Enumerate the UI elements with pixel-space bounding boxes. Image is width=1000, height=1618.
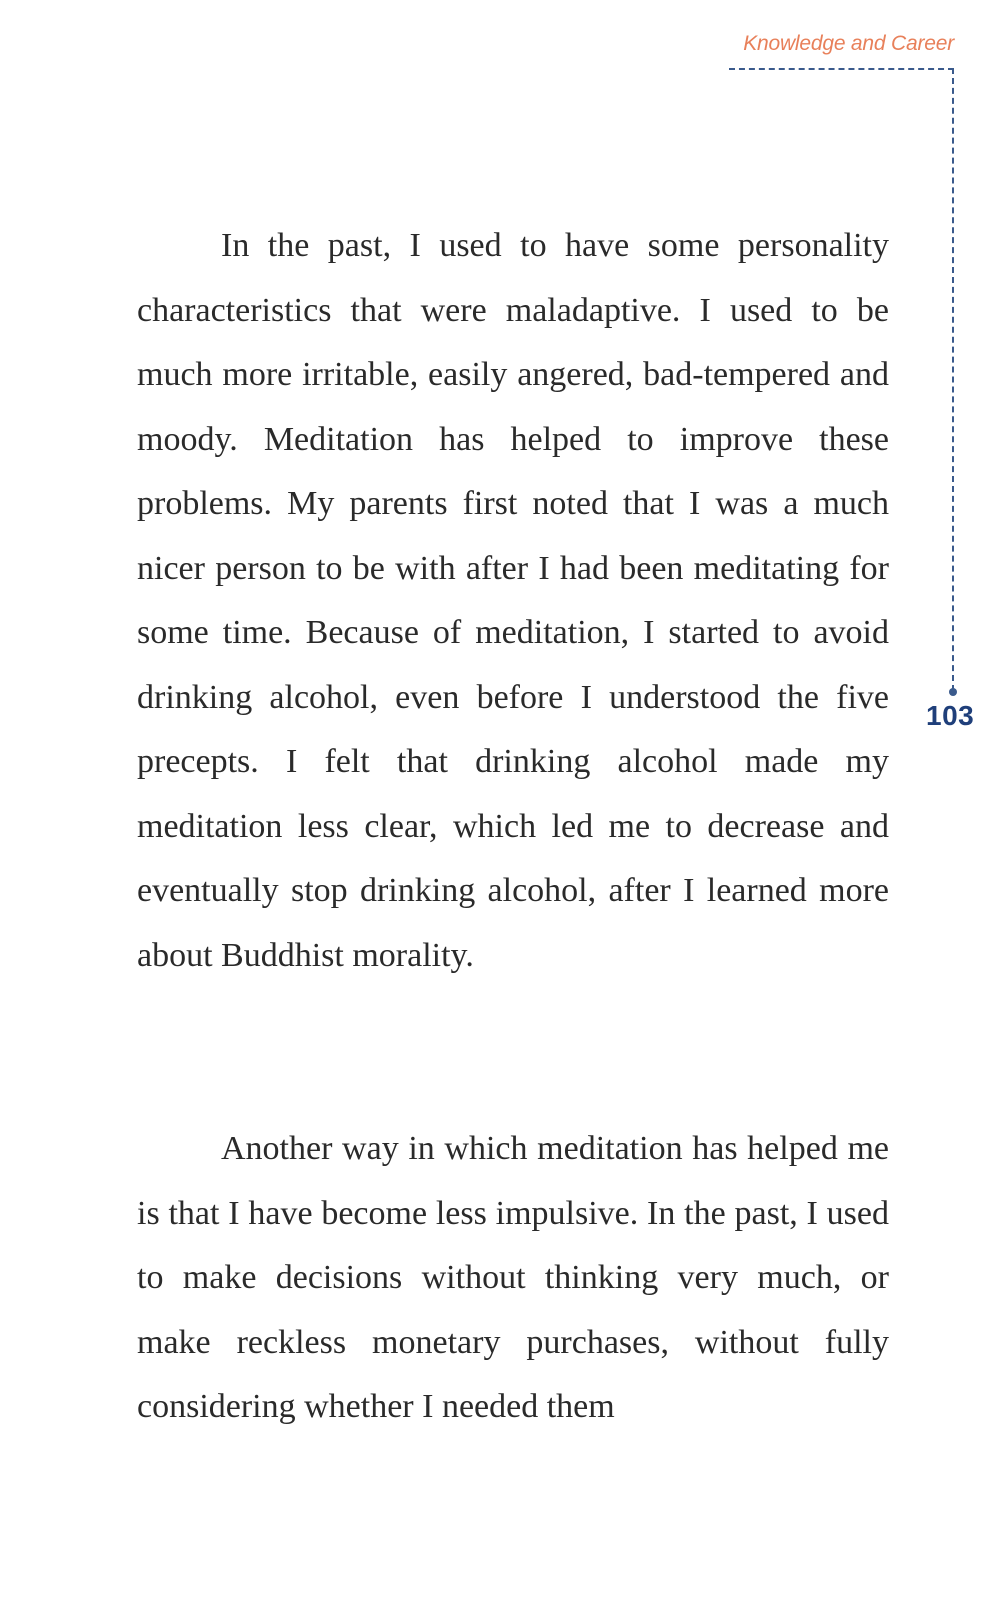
header-dotted-rule (729, 68, 954, 70)
paragraph-text: Another way in which meditation has helped me is that I have become less impulsive. In the past, I used to make decisions without thinking very much, or make reckless monetary purchases, without fully considering whether I needed them (137, 1130, 889, 1425)
page-number: 103 (926, 700, 975, 731)
rule-end-dot (949, 688, 957, 696)
margin-dotted-rule (952, 68, 954, 691)
paragraph-text: In the past, I used to have some personality characteristics that were maladaptive. I used to be much more irritable, easily angered, bad-tempered and moody. Meditation has helped to improve these problems. My parents first noted that I was a much nicer person to be with after I had been meditating for some time. Because of meditation, I started to avoid drinking alcohol, even before I understood the five precepts. I felt that drinking alcohol made my meditation less clear, which led me to decrease and eventually stop drinking alcohol, after I learned more about Buddhist morality. (137, 227, 889, 974)
running-header-title: Knowledge and Career (743, 32, 954, 55)
body-paragraph (137, 214, 889, 988)
body-paragraph (137, 1117, 889, 1440)
